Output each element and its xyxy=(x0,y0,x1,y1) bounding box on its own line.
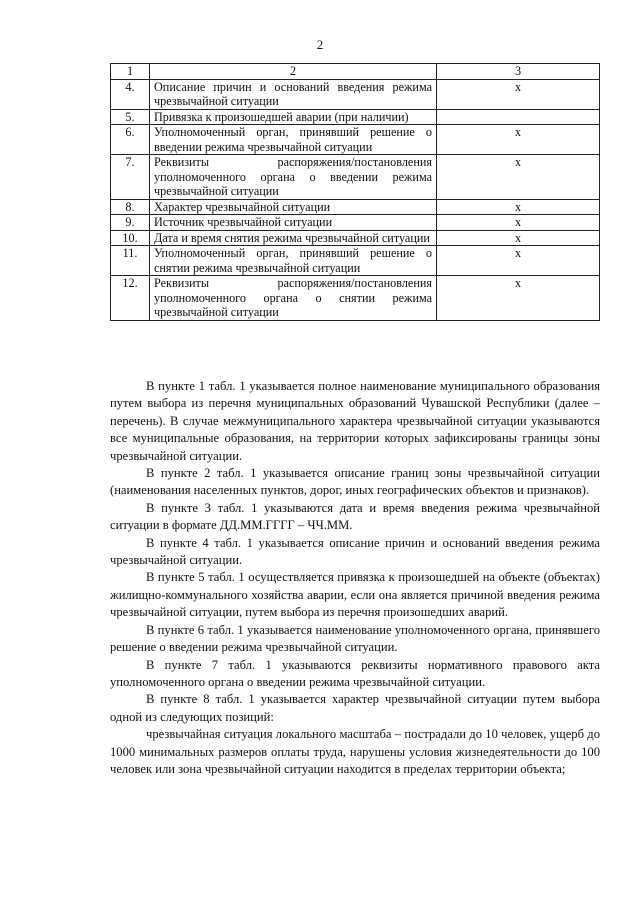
paragraph: В пункте 2 табл. 1 указывается описание границ зоны чрезвычайной ситуации (наименования населенных пунктов, дорог, иных географических объектов и признаков). xyxy=(110,466,600,498)
row-mark: x xyxy=(437,276,600,321)
table-row xyxy=(111,155,600,200)
row-description: Дата и время снятия режима чрезвычайной ситуации xyxy=(150,230,437,246)
table-row xyxy=(111,246,600,276)
paragraph: В пункте 4 табл. 1 указывается описание причин и оснований введения режима чрезвычайной ситуации. xyxy=(110,535,600,568)
row-description: Описание причин и оснований введения режима чрезвычайной ситуации xyxy=(150,79,437,109)
table-row xyxy=(111,276,600,321)
row-mark: x xyxy=(437,125,600,155)
row-number: 11. xyxy=(111,246,150,276)
row-mark: x xyxy=(437,230,600,246)
row-mark: x xyxy=(437,215,600,231)
column-header: 3 xyxy=(437,64,600,80)
row-mark xyxy=(437,109,600,125)
table-row xyxy=(111,230,600,246)
row-description: Реквизиты распоряжения/постановления уполномоченного органа о введении режима чрезвычайной ситуации xyxy=(150,155,437,200)
table-header-row xyxy=(111,64,600,80)
row-mark: x xyxy=(437,246,600,276)
column-header: 2 xyxy=(150,64,437,80)
paragraph: В пункте 5 табл. 1 осуществляется привязка к произошедшей на объекте (объектах) жилищно-коммунального хозяйства аварии, если она является причиной введения режима чрезвычайной ситуации, путем выбора из перечня произошедших аварий. xyxy=(110,570,600,620)
row-number: 7. xyxy=(111,155,150,200)
table-row xyxy=(111,79,600,109)
row-description: Уполномоченный орган, принявший решение о снятии режима чрезвычайной ситуации xyxy=(150,246,437,276)
row-description: Источник чрезвычайной ситуации xyxy=(150,215,437,231)
paragraph: В пункте 6 табл. 1 указывается наименование уполномоченного органа, принявшего решение о введении режима чрезвычайной ситуации. xyxy=(110,622,600,655)
requisites-table xyxy=(110,63,600,321)
paragraph: В пункте 8 табл. 1 указывается характер чрезвычайной ситуации путем выбора одной из следующих позиций: xyxy=(110,692,600,724)
page-number: 2 xyxy=(316,37,324,52)
row-number: 6. xyxy=(111,125,150,155)
paragraph: В пункте 7 табл. 1 указываются реквизиты нормативного правового акта уполномоченного органа о введении режима чрезвычайной ситуации. xyxy=(110,657,600,689)
row-description: Реквизиты распоряжения/постановления уполномоченного органа о снятии режима чрезвычайной ситуации xyxy=(150,276,437,321)
row-number: 8. xyxy=(111,199,150,215)
row-number: 10. xyxy=(111,230,150,246)
row-number: 9. xyxy=(111,215,150,231)
row-mark: x xyxy=(437,199,600,215)
paragraph: В пункте 3 табл. 1 указываются дата и время введения режима чрезвычайной ситуации в формате ДД.ММ.ГГГГ – ЧЧ.ММ. xyxy=(110,500,600,533)
table-row xyxy=(111,215,600,231)
table-row xyxy=(111,199,600,215)
row-number: 12. xyxy=(111,276,150,321)
row-mark: x xyxy=(437,155,600,200)
row-number: 4. xyxy=(111,79,150,109)
table-row xyxy=(111,125,600,155)
row-number: 5. xyxy=(111,109,150,125)
paragraph: В пункте 1 табл. 1 указывается полное наименование муниципального образования путем выбора из перечня муниципальных образований Чувашской Республики (далее – перечень). В случае межмуниципального характера чрезвычайной ситуации указываются все муниципальные образования, на территории которых зафиксированы границы зоны чрезвычайной ситуации. xyxy=(110,379,600,463)
row-mark: x xyxy=(437,79,600,109)
body-text xyxy=(110,378,600,778)
row-description: Характер чрезвычайной ситуации xyxy=(150,199,437,215)
row-description: Привязка к произошедшей аварии (при наличии) xyxy=(150,109,437,125)
column-header: 1 xyxy=(111,64,150,80)
paragraph: чрезвычайная ситуация локального масштаба – пострадали до 10 человек, ущерб до 1000 минимальных размеров оплаты труда, нарушены условия жизнедеятельности до 100 человек или зона чрезвычайной ситуации находится в пределах территории объекта; xyxy=(110,727,600,776)
table-row xyxy=(111,109,600,125)
row-description: Уполномоченный орган, принявший решение о введении режима чрезвычайной ситуации xyxy=(150,125,437,155)
